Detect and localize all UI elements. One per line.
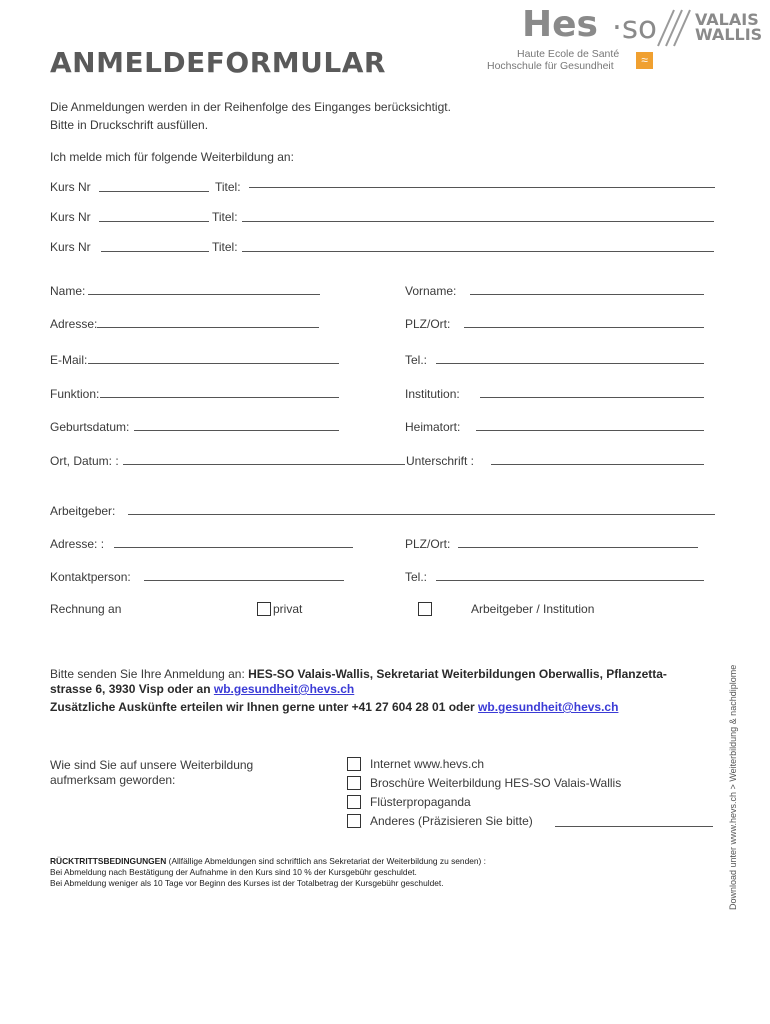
unterschrift-field[interactable] (491, 464, 704, 465)
logo-wallis: WALLIS (695, 25, 763, 44)
titel-label: Titel: (212, 210, 238, 224)
other-checkbox[interactable] (347, 814, 361, 828)
heimatort-label: Heimatort: (405, 420, 461, 434)
funktion-label: Funktion: (50, 387, 100, 401)
titel-field[interactable] (249, 187, 715, 188)
tel-label: Tel.: (405, 353, 428, 367)
logo-mark-icon: ≈ (636, 52, 653, 69)
vorname-field[interactable] (470, 294, 704, 295)
adresse-field[interactable] (97, 327, 319, 328)
titel-field[interactable] (242, 251, 714, 252)
brochure-checkbox[interactable] (347, 776, 361, 790)
name-field[interactable] (88, 294, 320, 295)
logo-line1: Haute Ecole de Santé (517, 48, 620, 60)
send-line1 (50, 667, 667, 681)
employer-tel-field[interactable] (436, 580, 704, 581)
arbeitgeber-institution-label: Arbeitgeber / Institution (471, 602, 595, 616)
plz-ort-label: PLZ/Ort: (405, 317, 451, 331)
word-of-mouth-checkbox[interactable] (347, 795, 361, 809)
arbeitgeber-label: Arbeitgeber: (50, 504, 116, 518)
logo-so: ·so (612, 10, 657, 46)
logo-valais: VALAIS (695, 10, 759, 29)
send-prefix: Bitte senden Sie Ihre Anmeldung an: (50, 667, 249, 681)
email-label: E-Mail: (50, 353, 88, 367)
send-line2 (50, 682, 354, 696)
other-field[interactable] (555, 826, 713, 827)
name-label: Name: (50, 284, 86, 298)
plz-ort-field[interactable] (464, 327, 704, 328)
heimatort-field[interactable] (476, 430, 704, 431)
kurs-nr-label: Kurs Nr (50, 240, 91, 254)
kurs-nr-field[interactable] (99, 191, 209, 192)
titel-field[interactable] (242, 221, 714, 222)
intro-line2: Bitte in Druckschrift ausfüllen. (50, 118, 209, 132)
info-text: Zusätzliche Auskünfte erteilen wir Ihnen gerne unter +41 27 604 28 01 oder (50, 700, 479, 714)
option-internet: Internet www.hevs.ch (370, 757, 485, 771)
ort-datum-field[interactable] (123, 464, 405, 465)
employer-adresse-field[interactable] (114, 547, 353, 548)
employer-adresse-label: Adresse: : (50, 537, 105, 551)
titel-label: Titel: (212, 240, 238, 254)
info-email-link[interactable]: wb.gesundheit@hevs.ch (478, 700, 619, 714)
conditions-heading: RÜCKTRITTSBEDINGUNGEN (50, 856, 167, 866)
send-address-2: strasse 6, 3930 Visp oder an (50, 682, 214, 696)
employer-plz-ort-label: PLZ/Ort: (405, 537, 451, 551)
kurs-nr-label: Kurs Nr (50, 180, 91, 194)
funktion-field[interactable] (100, 397, 339, 398)
logo-line2: Hochschule für Gesundheit (487, 60, 614, 72)
adresse-label: Adresse: (50, 317, 98, 331)
institution-label: Institution: (405, 387, 460, 401)
kurs-nr-field[interactable] (99, 221, 209, 222)
page-title: ANMELDEFORMULAR (50, 46, 386, 79)
conditions-line2: Bei Abmeldung weniger als 10 Tage vor Beginn des Kurses ist der Totalbetrag der Kursgebühr geschuldet. (50, 878, 444, 888)
send-address-1: HES-SO Valais-Wallis, Sekretariat Weiterbildungen Oberwallis, Pflanzetta- (248, 667, 667, 681)
logo-slashes-icon (650, 8, 692, 48)
kontaktperson-label: Kontaktperson: (50, 570, 131, 584)
survey-question-2: aufmerksam geworden: (50, 773, 176, 787)
tel-field[interactable] (436, 363, 704, 364)
unterschrift-label: Unterschrift : (406, 454, 475, 468)
email-field[interactable] (88, 363, 339, 364)
kurs-nr-label: Kurs Nr (50, 210, 91, 224)
geburtsdatum-field[interactable] (134, 430, 339, 431)
send-email-link[interactable]: wb.gesundheit@hevs.ch (213, 682, 355, 696)
arbeitgeber-field[interactable] (128, 514, 715, 515)
option-other: Anderes (Präzisieren Sie bitte) (370, 814, 533, 828)
vorname-label: Vorname: (405, 284, 457, 298)
logo-hes: Hes (522, 4, 598, 45)
info-line (50, 700, 618, 714)
institution-field[interactable] (480, 397, 704, 398)
employer-plz-ort-field[interactable] (458, 547, 698, 548)
option-brochure: Broschüre Weiterbildung HES-SO Valais-Wallis (370, 776, 622, 790)
geburtsdatum-label: Geburtsdatum: (50, 420, 130, 434)
privat-label: privat (273, 602, 303, 616)
ort-datum-label: Ort, Datum: : (50, 454, 119, 468)
conditions-line1: Bei Abmeldung nach Bestätigung der Aufnahme in den Kurs sind 10 % der Kursgebühr geschuldet. (50, 867, 417, 877)
kurs-nr-field[interactable] (101, 251, 209, 252)
titel-label: Titel: (215, 180, 241, 194)
internet-checkbox[interactable] (347, 757, 361, 771)
survey-question-1: Wie sind Sie auf unsere Weiterbildung (50, 758, 254, 772)
rechnung-label: Rechnung an (50, 602, 122, 616)
course-intro: Ich melde mich für folgende Weiterbildung an: (50, 150, 294, 164)
arbeitgeber-checkbox[interactable] (418, 602, 432, 616)
option-word-of-mouth: Flüsterpropaganda (370, 795, 471, 809)
download-note: Download unter www.hevs.ch > Weiterbildung & nachdiplome (728, 664, 738, 910)
kontaktperson-field[interactable] (144, 580, 344, 581)
conditions-heading-note: (Allfällige Abmeldungen sind schriftlich ans Sekretariat der Weiterbildung zu senden) : (166, 856, 486, 866)
employer-tel-label: Tel.: (405, 570, 428, 584)
conditions-heading-line (50, 856, 486, 866)
privat-checkbox[interactable] (257, 602, 271, 616)
intro-line1: Die Anmeldungen werden in der Reihenfolge des Einganges berücksichtigt. (50, 100, 451, 114)
